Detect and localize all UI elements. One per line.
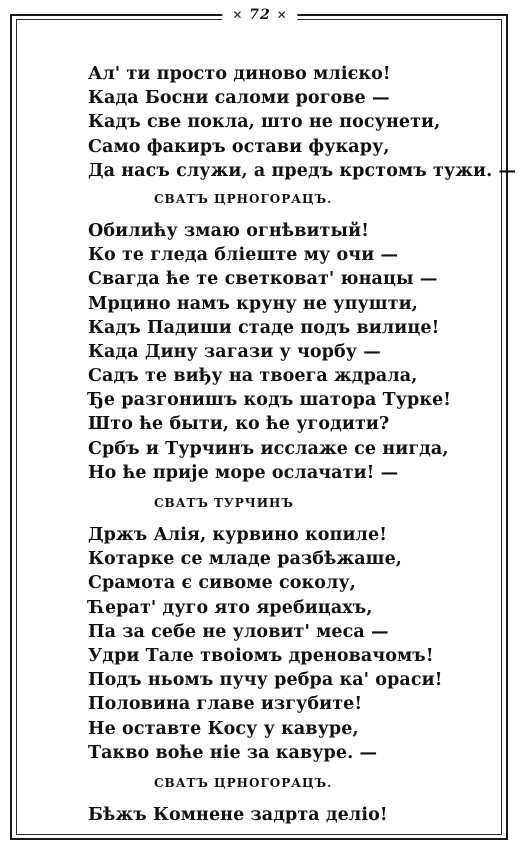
verse-line: Бѣжъ Комнене задрта деліо! [88, 804, 388, 825]
verse-line: Котарке се младе разбѣжаше, [88, 549, 402, 570]
verse-line: Држъ Алія, курвино копиле! [88, 525, 387, 545]
verse-line: Обилићу змаю огнѣвитый! [88, 220, 369, 241]
verse-line: Кадъ Падиши стаде подъ вилице! [88, 317, 440, 338]
verse-line: Само факиръ остави фукару, [88, 136, 390, 157]
speaker-heading-2: СВАТЪ ТУРЧИНЪ [154, 496, 294, 510]
verse-line: Ђе разгонишъ кодъ шатора Турке! [88, 390, 452, 411]
verse-line: Ћерат' дуго ято яребицахъ, [88, 597, 373, 618]
stanza-2 [88, 219, 468, 485]
stanza-3 [88, 523, 468, 765]
verse-line: Ал' ти просто диново млієко! [88, 64, 391, 84]
verse-line: Срамота є сивоме соколу, [88, 573, 356, 594]
speaker-heading-3: СВАТЪ ЦРНОГОРАЦЪ. [154, 775, 333, 790]
poem-text [88, 62, 517, 827]
verse-line: Ко те гледа бліеште му очи — [88, 245, 399, 266]
verse-line: Подъ ньомъ пучу ребра ка' ораси! [88, 670, 443, 691]
verse-line: Мрцино намъ круну не упушти, [88, 293, 418, 314]
verse-line: Не оставте Косу у кавуре, [88, 718, 359, 739]
verse-line: Што ће быти, ко ће угодити? [88, 414, 390, 435]
verse-line: Када Босни саломи рогове — [88, 88, 390, 109]
verse-line: Да насъ служи, а предъ крстомъ тужи. — [88, 160, 517, 181]
verse-line: Свагда ће те светковат' юнацы — [88, 269, 438, 290]
page-number-label [222, 4, 297, 26]
verse-line: Када Дину загази у чорбу — [88, 341, 381, 362]
stanza-1 [88, 62, 517, 183]
ornament-left-icon: ✕ [232, 8, 244, 22]
verse-line: Но ће прије море ослачати! — [88, 462, 399, 483]
page-number: 72 [249, 7, 271, 23]
verse-line: Србъ и Турчинъ исслаже се нигда, [88, 438, 449, 459]
verse-line: Половина главе изгубите! [88, 694, 363, 715]
verse-line: Кадъ све покла, што не посунети, [88, 112, 441, 133]
stanza-4 [88, 803, 468, 827]
verse-line: Па за себе не уловит' меса — [88, 621, 389, 642]
verse-line: Такво воће ніе за кавуре. — [88, 742, 378, 763]
verse-line: Садъ те виђу на твоега ждрала, [88, 366, 418, 387]
speaker-heading-1: СВАТЪ ЦРНОГОРАЦЪ. [154, 191, 333, 206]
verse-line: Удри Тале твоіомъ дреновачомъ! [88, 645, 434, 666]
ornament-right-icon: ✕ [276, 8, 288, 22]
